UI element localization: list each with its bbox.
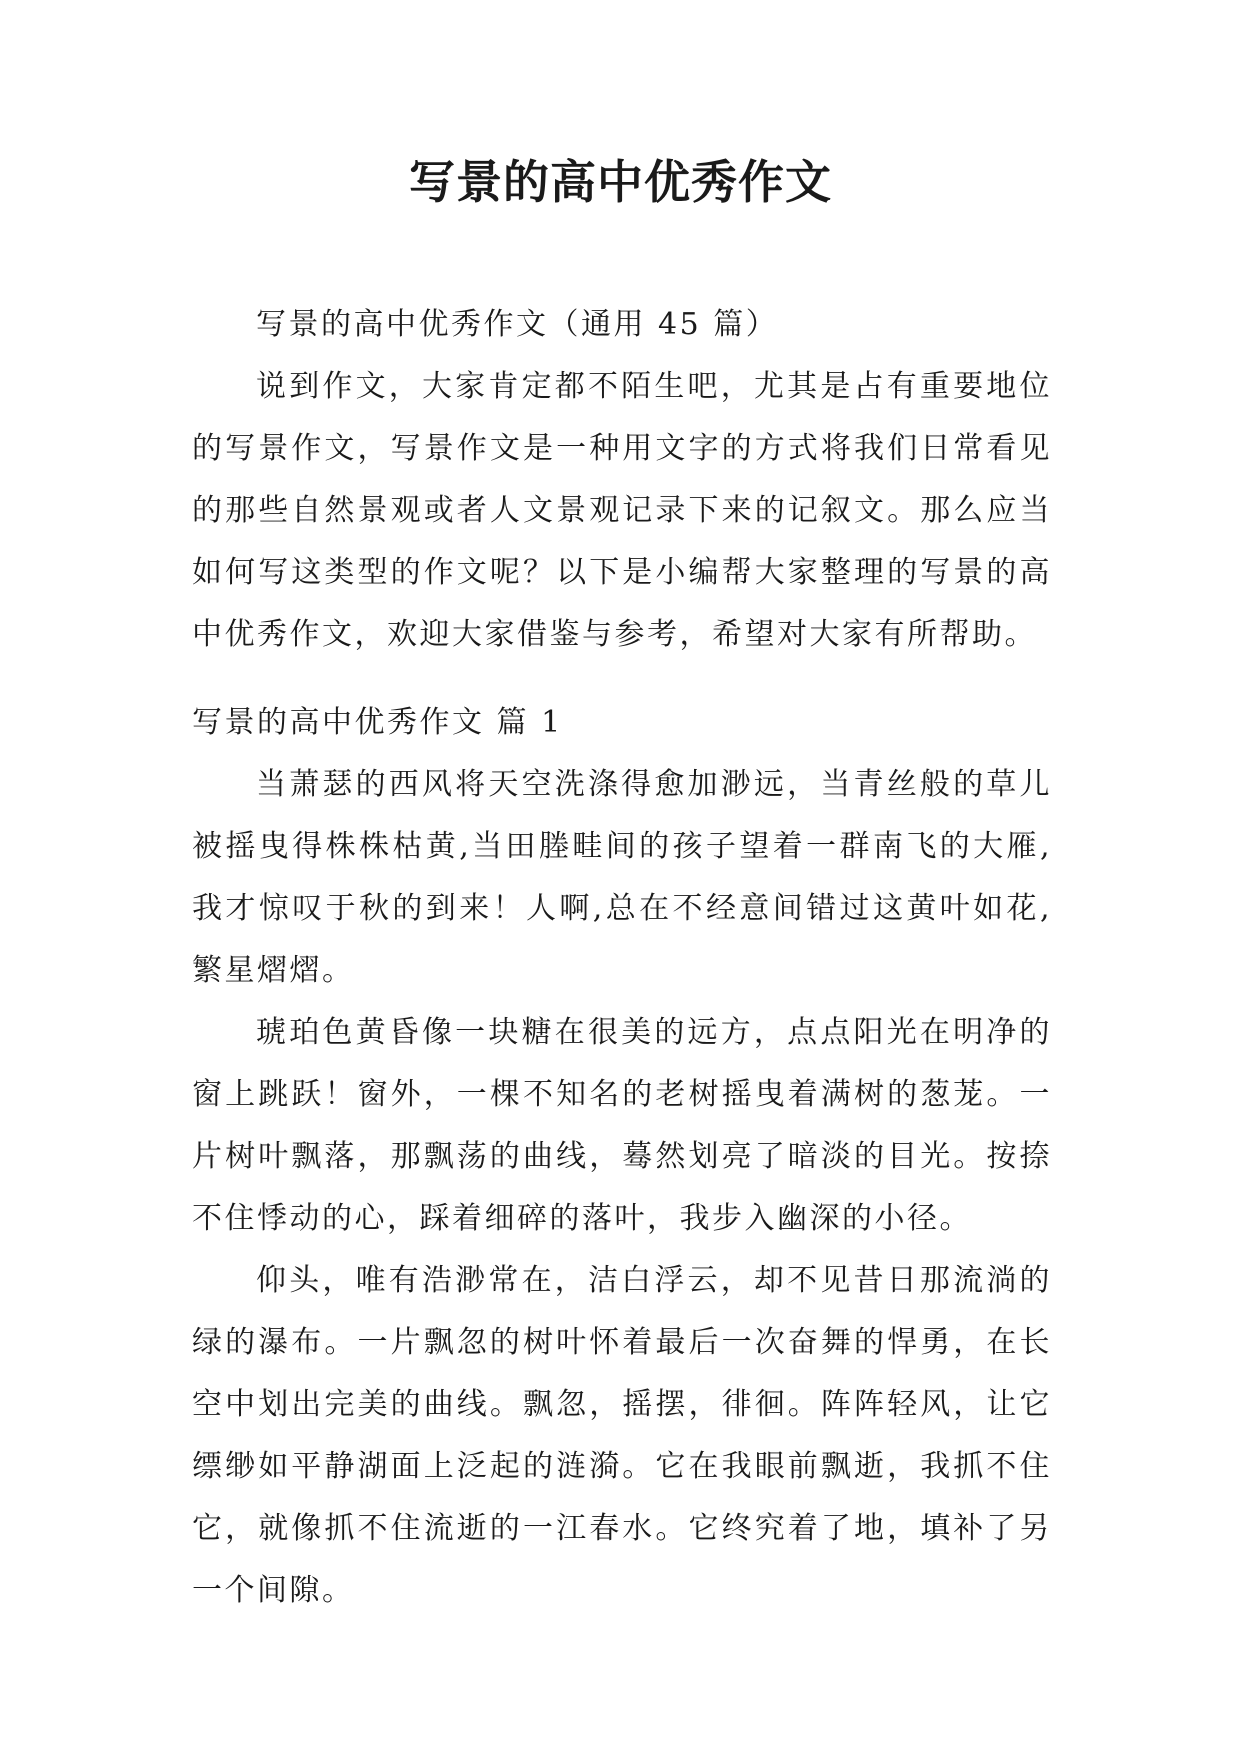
- section-heading: 写景的高中优秀作文 篇 1: [192, 705, 563, 740]
- intro-paragraph: 说到作文，大家肯定都不陌生吧，尤其是占有重要地位的写景作文，写景作文是一种用文字的方式将我们日常看见的那些自然景观或者人文景观记录下来的记叙文。那么应当如何写这类型的作文呢？以下是小编帮大家整理的写景的高中优秀作文，欢迎大家借鉴与参考，希望对大家有所帮助。: [192, 369, 1052, 652]
- document-title: 写景的高中优秀作文: [409, 155, 832, 209]
- essay-paragraph-2: 琥珀色黄昏像一块糖在很美的远方，点点阳光在明净的窗上跳跃！窗外，一棵不知名的老树摇曳着满树的葱茏。一片树叶飘落，那飘荡的曲线，蓦然划亮了暗淡的目光。按捺不住悸动的心，踩着细碎的落叶，我步入幽深的小径。: [192, 1015, 1052, 1236]
- essay-block: [192, 692, 1052, 1622]
- essay-paragraph-3: 仰头，唯有浩渺常在，洁白浮云，却不见昔日那流淌的绿的瀑布。一片飘忽的树叶怀着最后一次奋舞的悍勇，在长空中划出完美的曲线。飘忽，摇摆，徘徊。阵阵轻风，让它缥缈如平静湖面上泛起的涟漪。它在我眼前飘逝，我抓不住它，就像抓不住流逝的一江春水。它终究着了地，填补了另一个间隙。: [192, 1263, 1052, 1608]
- essay-paragraph-1: 当萧瑟的西风将天空洗涤得愈加渺远，当青丝般的草儿被摇曳得株株枯黄,当田塍畦间的孩子望着一群南飞的大雁,我才惊叹于秋的到来！人啊,总在不经意间错过这黄叶如花,繁星熠熠。: [192, 767, 1052, 988]
- intro-block: [192, 294, 1052, 666]
- document-subtitle: 写景的高中优秀作文（通用 45 篇）: [256, 307, 779, 342]
